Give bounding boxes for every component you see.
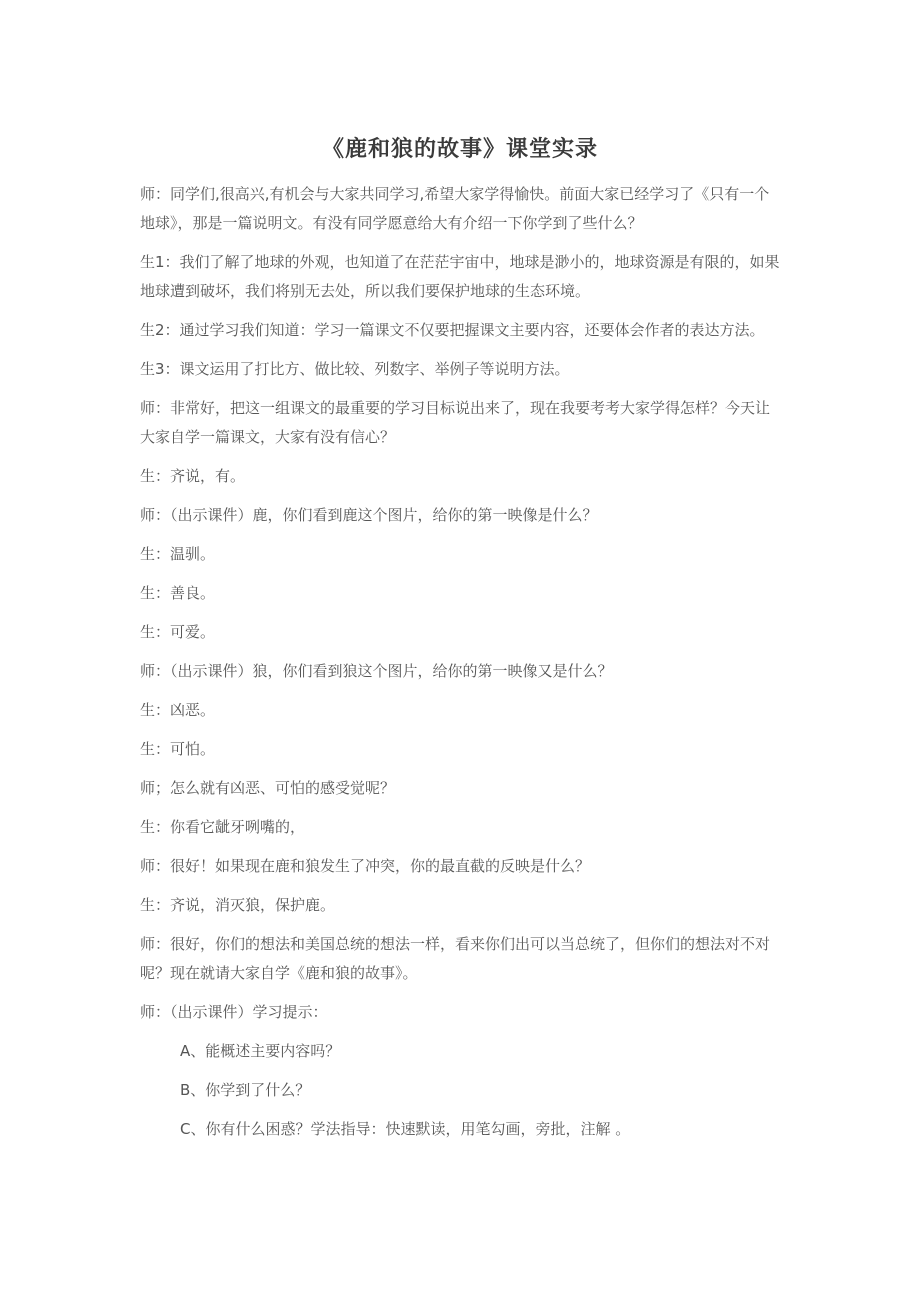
- paragraph: 师：（出示课件）狼，你们看到狼这个图片，给你的第一映像又是什么？: [140, 662, 613, 680]
- paragraph: 生2：通过学习我们知道：学习一篇课文不仅要把握课文主要内容，还要体会作者的表达方法。: [140, 321, 765, 339]
- paragraph: 生：齐说，有。: [140, 467, 246, 485]
- paragraph: 生：齐说，消灭狼，保护鹿。: [140, 896, 336, 914]
- paragraph: 生：可爱。: [140, 623, 216, 641]
- paragraph: 师：同学们,很高兴,有机会与大家共同学习,希望大家学得愉快。前面大家已经学习了《只有一个地球》，那是一篇说明文。有没有同学愿意给大有介绍一下你学到了些什么？: [140, 185, 770, 232]
- paragraph: 生：可怕。: [140, 740, 216, 758]
- paragraph: 师：很好，你们的想法和美国总统的想法一样，看来你们出可以当总统了，但你们的想法对不对呢？现在就请大家自学《鹿和狼的故事》。: [140, 935, 771, 982]
- paragraph: 师：（出示课件）学习提示：: [140, 1003, 328, 1021]
- paragraph: 生3：课文运用了打比方、做比较、列数字、举例子等说明方法。: [140, 360, 570, 378]
- paragraph: 生：善良。: [140, 584, 216, 602]
- document-title: 《鹿和狼的故事》课堂实录: [321, 137, 598, 162]
- paragraph: 师；怎么就有凶恶、可怕的感受觉呢？: [140, 779, 396, 797]
- paragraph: 生：你看它龇牙咧嘴的，: [140, 818, 306, 836]
- tip-item: B、你学到了什么？: [180, 1081, 311, 1099]
- paragraph: 师：很好！如果现在鹿和狼发生了冲突，你的最直截的反映是什么？: [140, 857, 591, 875]
- document-body: [140, 180, 780, 1154]
- tip-item: A、能概述主要内容吗？: [180, 1042, 341, 1060]
- paragraph: 生1：我们了解了地球的外观，也知道了在茫茫宇宙中，地球是渺小的，地球资源是有限的，如果地球遭到破坏，我们将别无去处，所以我们要保护地球的生态环境。: [140, 253, 780, 300]
- paragraph: 师：非常好，把这一组课文的最重要的学习目标说出来了，现在我要考考大家学得怎样？今天让大家自学一篇课文，大家有没有信心？: [140, 399, 771, 446]
- paragraph: 生：凶恶。: [140, 701, 216, 719]
- paragraph: 师：（出示课件）鹿，你们看到鹿这个图片，给你的第一映像是什么？: [140, 506, 598, 524]
- paragraph: 生：温驯。: [140, 545, 216, 563]
- tip-item: C、你有什么困惑？学法指导：快速默读，用笔勾画，旁批，注解 。: [180, 1120, 631, 1138]
